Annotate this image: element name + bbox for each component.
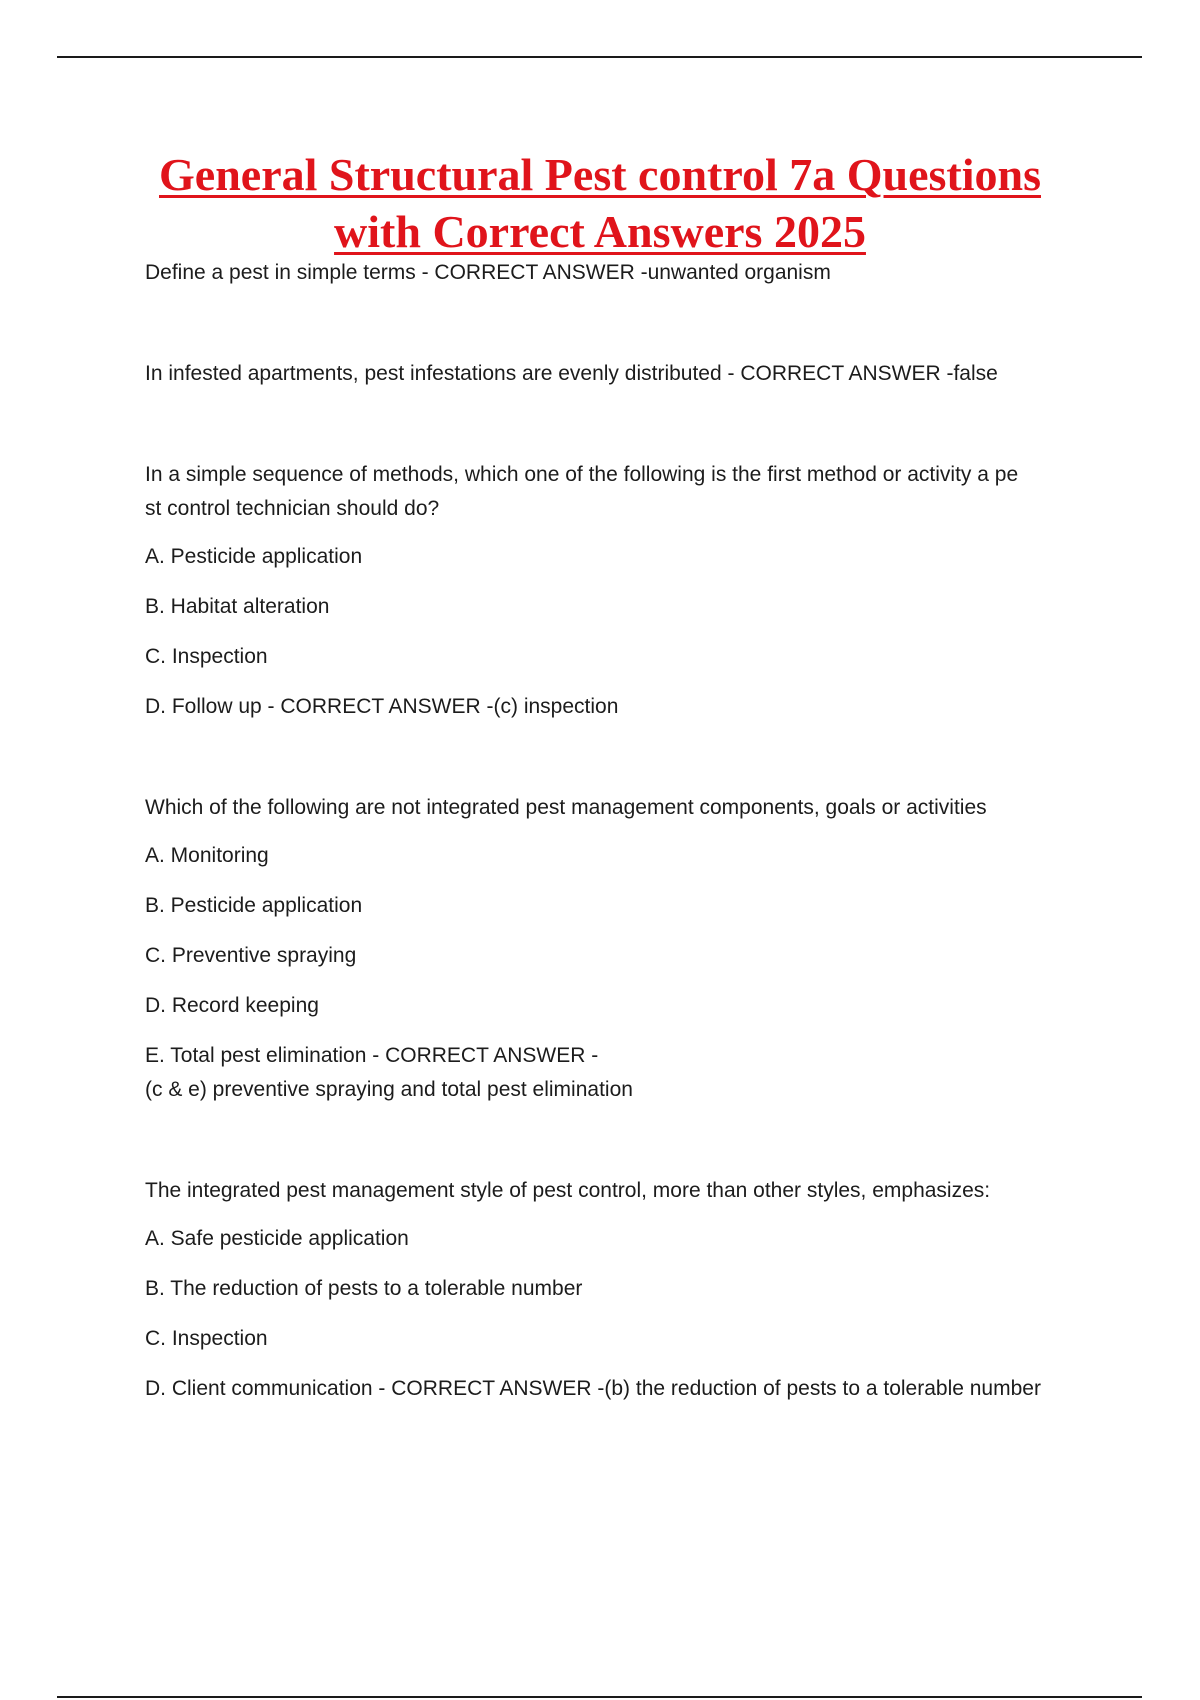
option-c: C. Inspection	[145, 1327, 268, 1350]
option-b: B. The reduction of pests to a tolerable number	[145, 1277, 583, 1300]
option-d: D. Client communication - CORRECT ANSWER -(b) the reduction of pests to a tolerable number	[145, 1377, 1041, 1400]
option-b: B. Pesticide application	[145, 894, 363, 917]
footer-rule	[57, 1696, 1142, 1698]
question-1	[145, 256, 1090, 290]
question-text: Define a pest in simple terms - CORRECT ANSWER -unwanted organism	[145, 261, 831, 284]
title-line-1: General Structural Pest control 7a Questions	[159, 149, 1041, 200]
question-text: In infested apartments, pest infestations are evenly distributed - CORRECT ANSWER -false	[145, 362, 998, 385]
question-text-line-2: st control technician should do?	[145, 497, 440, 520]
option-c: C. Inspection	[145, 645, 268, 668]
question-text: The integrated pest management style of pest control, more than other styles, emphasizes:	[145, 1179, 991, 1202]
option-b: B. Habitat alteration	[145, 595, 330, 618]
question-4	[145, 791, 1090, 1107]
option-a: A. Pesticide application	[145, 545, 363, 568]
option-e: E. Total pest elimination - CORRECT ANSWER -	[145, 1044, 599, 1067]
question-5	[145, 1174, 1090, 1406]
answer-continuation: (c & e) preventive spraying and total pest elimination	[145, 1078, 633, 1101]
question-2	[145, 357, 1090, 391]
question-3	[145, 458, 1090, 724]
document-title	[100, 146, 1100, 260]
option-d: D. Record keeping	[145, 994, 319, 1017]
question-text: Which of the following are not integrated pest management components, goals or activities	[145, 796, 987, 819]
question-text-line-1: In a simple sequence of methods, which one of the following is the first method or activity a pe	[145, 463, 1019, 486]
question-list	[145, 256, 1090, 1406]
option-c: C. Preventive spraying	[145, 944, 357, 967]
option-a: A. Safe pesticide application	[145, 1227, 409, 1250]
title-line-2: with Correct Answers 2025	[334, 206, 866, 257]
header-rule	[57, 56, 1142, 58]
option-a: A. Monitoring	[145, 844, 269, 867]
option-d: D. Follow up - CORRECT ANSWER -(c) inspection	[145, 695, 619, 718]
